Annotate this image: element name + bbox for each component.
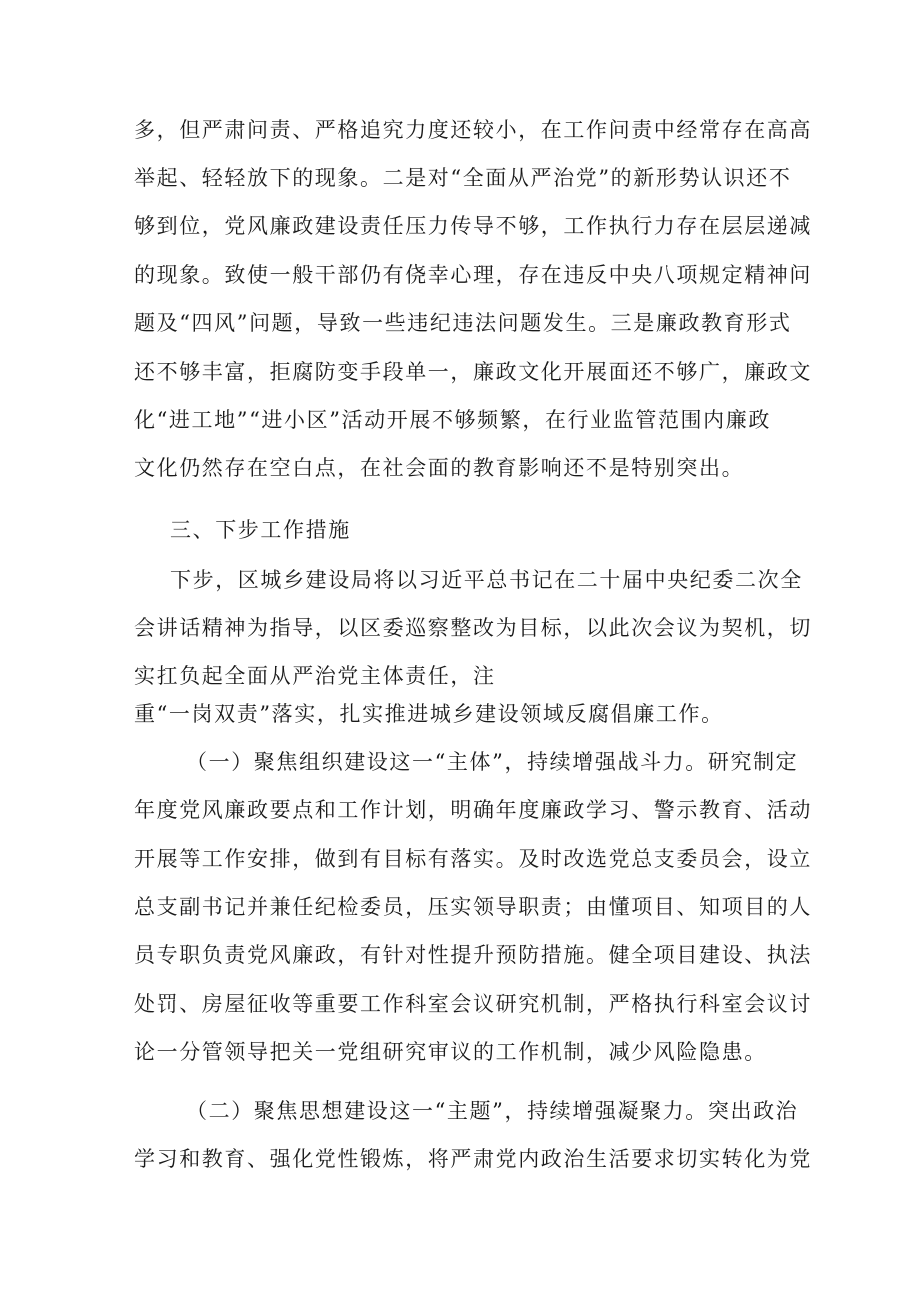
paragraph-line: 年度党风廉政要点和工作计划，明确年度廉政学习、警示教育、活动 — [134, 798, 812, 822]
paragraph-line: 论一分管领导把关一党组研究审议的工作机制，减少风险隐患。 — [134, 1040, 767, 1064]
paragraph-line: 举起、轻轻放下的现象。二是对“全面从严治党”的新形势认识还不 — [134, 166, 792, 190]
paragraph-line: 下步，区城乡建设局将以习近平总书记在二十届中央纪委二次全 — [170, 568, 803, 592]
paragraph-line: 员专职负责党风廉政，有针对性提升预防措施。健全项目建设、执法 — [134, 943, 812, 967]
paragraph-line: （一）聚焦组织建设这一“主体”，持续增强战斗力。研究制定 — [186, 750, 799, 774]
paragraph-line: 重“一岗双责”落实，扎实推进城乡建设领域反腐倡廉工作。 — [134, 702, 724, 726]
paragraph-line: 学习和教育、强化党性锻炼，将严肃党内政治生活要求切实转化为党 — [134, 1147, 812, 1171]
paragraph-line: 多，但严肃问责、严格追究力度还较小，在工作问责中经常存在高高 — [134, 118, 812, 142]
paragraph-line: 开展等工作安排，做到有目标有落实。及时改选党总支委员会，设立 — [134, 847, 812, 871]
paragraph-line: 实扛负起全面从严治党主体责任，注 — [134, 664, 496, 688]
paragraph-line: 够到位，党风廉政建设责任压力传导不够，工作执行力存在层层递减 — [134, 214, 812, 238]
paragraph-line: 还不够丰富，拒腐防变手段单一，廉政文化开展面还不够广，廉政文 — [134, 360, 812, 384]
paragraph-line: 题及“四风”问题，导致一些违纪违法问题发生。三是廉政教育形式 — [134, 311, 792, 335]
paragraph-line: 会讲话精神为指导，以区委巡察整改为目标，以此次会议为契机，切 — [134, 616, 812, 640]
paragraph-line: （二）聚焦思想建设这一“主题”，持续增强凝聚力。突出政治 — [186, 1099, 799, 1123]
paragraph-line: 的现象。致使一般干部仍有侥幸心理，存在违反中央八项规定精神问 — [134, 263, 812, 287]
paragraph-line: 化“进工地”“进小区”活动开展不够频繁，在行业监管范围内廉政 — [134, 408, 771, 432]
section-heading: 三、下步工作措施 — [170, 518, 351, 542]
paragraph-line: 总支副书记并兼任纪检委员，压实领导职责；由懂项目、知项目的人 — [134, 895, 812, 919]
paragraph-line: 处罚、房屋征收等重要工作科室会议研究机制，严格执行科室会议讨 — [134, 992, 812, 1016]
paragraph-line: 文化仍然存在空白点，在社会面的教育影响还不是特别突出。 — [134, 456, 745, 480]
